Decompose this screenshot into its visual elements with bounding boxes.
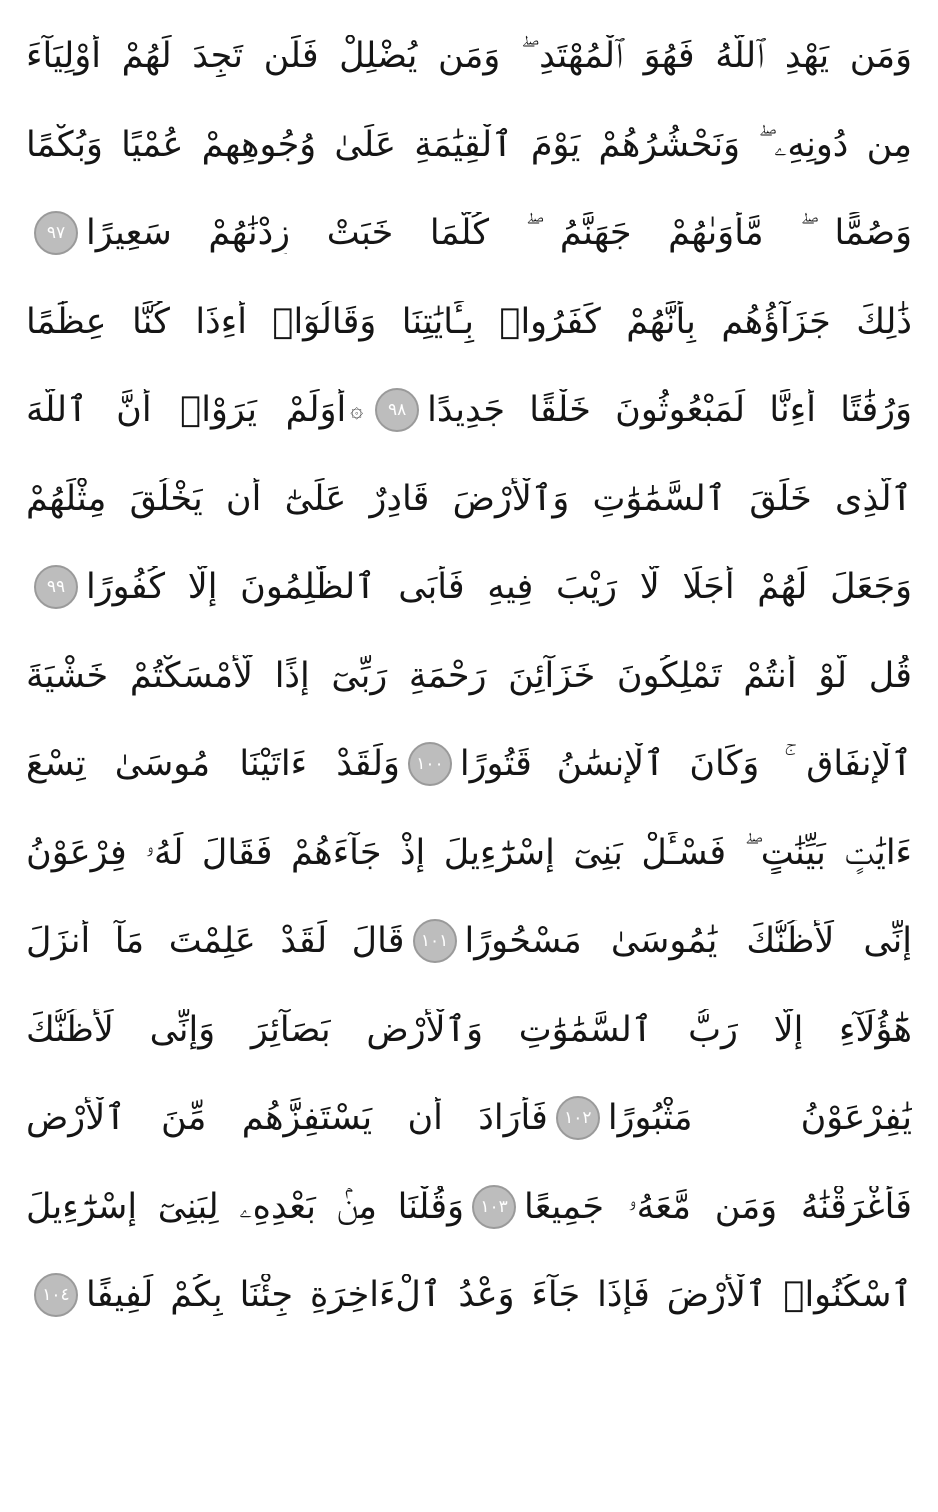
ayah-number-marker: [375, 388, 419, 432]
text-line-6: [26, 455, 912, 544]
ayah-number-marker: [34, 211, 78, 255]
verse-text: قُل لَّوْ أَنتُمْ تَمْلِكُونَ خَزَآئِنَ رَحْمَةِ رَبِّىٓ إِذًا لَّأَمْسَكْتُمْ خَشْيَةَ: [26, 655, 912, 696]
verse-text: ٱلَّذِى خَلَقَ ٱلسَّمَٰوَٰتِ وَٱلْأَرْضَ قَادِرٌ عَلَىٰٓ أَن يَخْلُقَ مِثْلَهُمْ: [26, 478, 912, 519]
text-line-9: [26, 720, 912, 809]
ayah-number-marker: [556, 1096, 600, 1140]
verse-text: يَٰفِرْعَوْنُ مَثْبُورًا: [607, 1098, 912, 1139]
ayah-number-marker: [413, 919, 457, 963]
ayah-number-marker: [34, 565, 78, 609]
text-line-3: [26, 189, 912, 278]
verse-text: وَقُلْنَا مِنۢ بَعْدِهِۦ لِبَنِىٓ إِسْرَٰٓءِيلَ: [25, 1186, 465, 1227]
text-line-10: [26, 809, 912, 898]
verse-text: مِن دُونِهِۦ ۖ وَنَحْشُرُهُمْ يَوْمَ ٱلْقِيَٰمَةِ عَلَىٰ وُجُوهِهِمْ عُمْيًا وَبُكْمًا: [26, 124, 912, 165]
text-line-7: [26, 543, 912, 632]
text-line-11: [26, 897, 912, 986]
ayah-number-marker: [34, 1273, 78, 1317]
ayah-number: ١٠٤: [42, 1285, 70, 1306]
verse-text: ٱلْإِنفَاقِ ۚ وَكَانَ ٱلْإِنسَٰنُ قَتُورًا: [459, 744, 912, 785]
ayah-number: ٩٧: [46, 223, 66, 244]
verse-text: وَجَعَلَ لَهُمْ أَجَلًا لَّا رَيْبَ فِيهِ فَأَبَى ٱلظَّٰلِمُونَ إِلَّا كُفُورًا: [86, 567, 912, 608]
verse-text: ٱسْكُنُوا۟ ٱلْأَرْضَ فَإِذَا جَآءَ وَعْدُ ٱلْءَاخِرَةِ جِئْنَا بِكُمْ لَفِيفًا: [86, 1275, 912, 1316]
ayah-number-marker: [408, 742, 452, 786]
ayah-number: ٩٩: [46, 577, 66, 598]
text-line-5: [26, 366, 912, 455]
rub-el-hizb-icon: ۞: [350, 397, 364, 423]
verse-text: ذَٰلِكَ جَزَآؤُهُم بِأَنَّهُمْ كَفَرُوا۟ بِـَٔايَٰتِنَا وَقَالُوٓا۟ أَءِذَا كُنَّا عِظَٰمًا: [26, 301, 912, 342]
ayah-number: ١٠٢: [564, 1108, 592, 1129]
text-line-1: [26, 12, 912, 101]
verse-text: وَمَن يَهْدِ ٱللَّهُ فَهُوَ ٱلْمُهْتَدِ ۖ وَمَن يُضْلِلْ فَلَن تَجِدَ لَهُمْ أَوْلِيَآءَ: [26, 36, 912, 77]
ayah-number: ١٠١: [420, 931, 449, 952]
verse-text: أَوَلَمْ يَرَوْا۟ أَنَّ ٱللَّهَ: [25, 390, 347, 431]
verse-text: قَالَ لَقَدْ عَلِمْتَ مَآ أَنزَلَ: [25, 921, 405, 962]
text-line-2: [26, 101, 912, 190]
text-line-8: [26, 632, 912, 721]
text-line-12: [26, 986, 912, 1075]
verse-text: وَصُمًّا ۖ مَّأْوَىٰهُمْ جَهَنَّمُ ۖ كُلَّمَا خَبَتْ زِدْنَٰهُمْ سَعِيرًا: [86, 213, 912, 254]
verse-text: ءَايَٰتٍۭ بَيِّنَٰتٍ ۖ فَسْـَٔلْ بَنِىٓ إِسْرَٰٓءِيلَ إِذْ جَآءَهُمْ فَقَالَ لَهُۥ فِرْعَوْنُ: [26, 832, 912, 873]
verse-text: وَلَقَدْ ءَاتَيْنَا مُوسَىٰ تِسْعَ: [26, 744, 400, 785]
ayah-number-marker: [472, 1185, 516, 1229]
ayah-number: ١٠٠: [416, 754, 444, 775]
text-line-4: [26, 278, 912, 367]
text-line-14: [26, 1163, 912, 1252]
verse-text: فَأَرَادَ أَن يَسْتَفِزَّهُم مِّنَ ٱلْأَرْضِ: [25, 1098, 548, 1139]
text-line-13: [26, 1074, 912, 1163]
ayah-number: ٩٨: [387, 400, 407, 421]
verse-text: فَأَغْرَقْنَٰهُ وَمَن مَّعَهُۥ جَمِيعًا: [524, 1186, 912, 1227]
verse-text: هَٰٓؤُلَآءِ إِلَّا رَبُّ ٱلسَّمَٰوَٰتِ وَٱلْأَرْضِ بَصَآئِرَ وَإِنِّى لَأَظُنُّكَ: [26, 1009, 912, 1050]
verse-text: إِنِّى لَأَظُنُّكَ يَٰمُوسَىٰ مَسْحُورًا: [464, 921, 912, 962]
ayah-number: ١٠٣: [480, 1196, 508, 1217]
verse-text: وَرُفَٰتًا أَءِنَّا لَمَبْعُوثُونَ خَلْقًا جَدِيدًا: [427, 390, 912, 431]
text-line-15: [26, 1251, 912, 1340]
